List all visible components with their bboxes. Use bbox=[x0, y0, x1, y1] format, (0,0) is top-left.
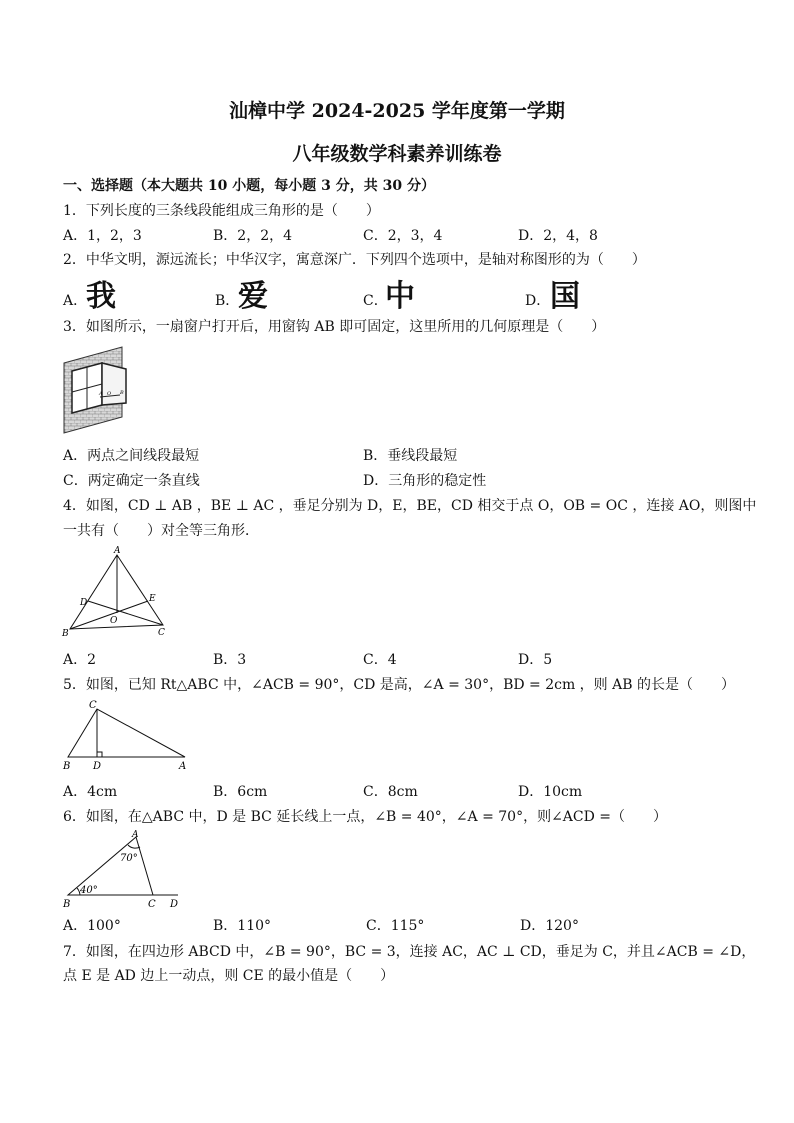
q5-right-triangle-figure bbox=[60, 697, 195, 775]
section-heading: 一、选择题（本大题共 10 小题，每小题 3 分，共 30 分） bbox=[63, 178, 435, 194]
q6-angle-b-value: 40° bbox=[80, 885, 98, 896]
q6-option-a: A．100° bbox=[63, 918, 121, 934]
q4-label-e: E bbox=[149, 594, 156, 604]
q2-option-d-label: D． bbox=[525, 293, 551, 309]
q3-option-b: B．垂线段最短 bbox=[363, 448, 458, 464]
q5-label-a: A bbox=[179, 761, 187, 772]
q5-label-b: B bbox=[63, 761, 71, 772]
q2-option-b-label: B． bbox=[215, 293, 240, 309]
q5-option-d: D．10cm bbox=[518, 784, 583, 800]
q2-option-c-label: C． bbox=[363, 293, 388, 309]
q2-option-b-character: 爱 bbox=[238, 279, 268, 314]
q5-label-d: D bbox=[93, 761, 102, 772]
q6-triangle-figure bbox=[60, 827, 190, 911]
question-3-text: 3．如图所示，一扇窗户打开后，用窗钩 AB 即可固定，这里所用的几何原理是（ ） bbox=[63, 319, 606, 335]
q5-label-c: C bbox=[89, 700, 97, 711]
q1-option-c: C．2，3，4 bbox=[363, 228, 443, 244]
q3-window-figure bbox=[62, 345, 130, 435]
q4-triangle-figure bbox=[60, 543, 180, 643]
q1-option-b: B．2，2，4 bbox=[213, 228, 293, 244]
q6-label-c: C bbox=[148, 899, 156, 910]
q6-angle-a-value: 70° bbox=[120, 853, 138, 864]
page-subtitle: 八年级数学科素养训练卷 bbox=[292, 143, 502, 165]
question-4-text-line1: 4．如图，CD ⊥ AB ，BE ⊥ AC ，垂足分别为 D，E，BE，CD 相交于点 O，OB = OC ，连接 AO，则图中 bbox=[63, 498, 757, 514]
q3-label-a: A bbox=[99, 391, 103, 397]
q1-option-a: A．1，2，3 bbox=[63, 228, 142, 244]
question-2-text: 2．中华文明，源远流长；中华汉字，寓意深广．下列四个选项中，是轴对称图形的为（ ） bbox=[63, 252, 646, 268]
q2-option-c-character: 中 bbox=[385, 279, 415, 314]
q6-option-b: B．110° bbox=[213, 918, 272, 934]
q3-window-sash bbox=[102, 363, 126, 405]
q5-triangle-abc bbox=[68, 709, 185, 757]
q4-label-a: A bbox=[114, 546, 121, 556]
q6-option-c: C．115° bbox=[366, 918, 425, 934]
q4-label-b: B bbox=[62, 629, 69, 639]
q2-option-a-character: 我 bbox=[86, 279, 116, 314]
q6-label-b: B bbox=[63, 899, 71, 910]
q4-label-c: C bbox=[158, 628, 165, 638]
q2-option-a-label: A． bbox=[63, 293, 88, 309]
q5-option-a: A．4cm bbox=[63, 784, 118, 800]
q3-option-c: C．两定确定一条直线 bbox=[63, 473, 200, 489]
question-4-text-line2: 一共有（ ）对全等三角形． bbox=[63, 523, 259, 539]
q1-option-d: D．2，4，8 bbox=[518, 228, 598, 244]
q5-option-b: B．6cm bbox=[213, 784, 268, 800]
q4-option-a: A．2 bbox=[63, 652, 97, 668]
q3-option-a: A．两点之间线段最短 bbox=[63, 448, 200, 464]
question-1-text: 1．下列长度的三条线段能组成三角形的是（ ） bbox=[63, 203, 380, 219]
q3-option-d: D．三角形的稳定性 bbox=[363, 473, 487, 489]
q4-option-d: D．5 bbox=[518, 652, 553, 668]
question-7-text-line2: 点 E 是 AD 边上一动点，则 CE 的最小值是（ ） bbox=[63, 968, 395, 984]
q4-segment-cd bbox=[88, 601, 163, 625]
q3-label-o: O bbox=[107, 391, 112, 397]
q4-option-c: C．4 bbox=[363, 652, 397, 668]
question-7-text-line1: 7．如图，在四边形 ABCD 中，∠B = 90°，BC = 3，连接 AC，AC ⊥ CD，垂足为 C，并且∠ACB = ∠D， bbox=[63, 944, 756, 960]
q5-right-angle-mark bbox=[97, 752, 102, 757]
q4-label-o: O bbox=[110, 616, 118, 626]
q6-label-d: D bbox=[170, 899, 179, 910]
question-5-text: 5．如图，已知 Rt△ABC 中，∠ACB = 90°，CD 是高，∠A = 30°，BD = 2cm ，则 AB 的长是（ ） bbox=[63, 677, 735, 693]
q4-option-b: B．3 bbox=[213, 652, 247, 668]
q5-option-c: C．8cm bbox=[363, 784, 418, 800]
q3-label-b: B bbox=[120, 390, 124, 396]
q6-option-d: D．120° bbox=[520, 918, 579, 934]
q6-label-a: A bbox=[132, 830, 139, 840]
q4-label-d: D bbox=[80, 598, 88, 608]
page-title: 汕樟中学 2024-2025 学年度第一学期 bbox=[229, 100, 565, 122]
question-6-text: 6．如图，在△ABC 中，D 是 BC 延长线上一点，∠B = 40°，∠A = 70°，则∠ACD =（ ） bbox=[63, 809, 668, 825]
q2-option-d-character: 国 bbox=[550, 279, 580, 314]
